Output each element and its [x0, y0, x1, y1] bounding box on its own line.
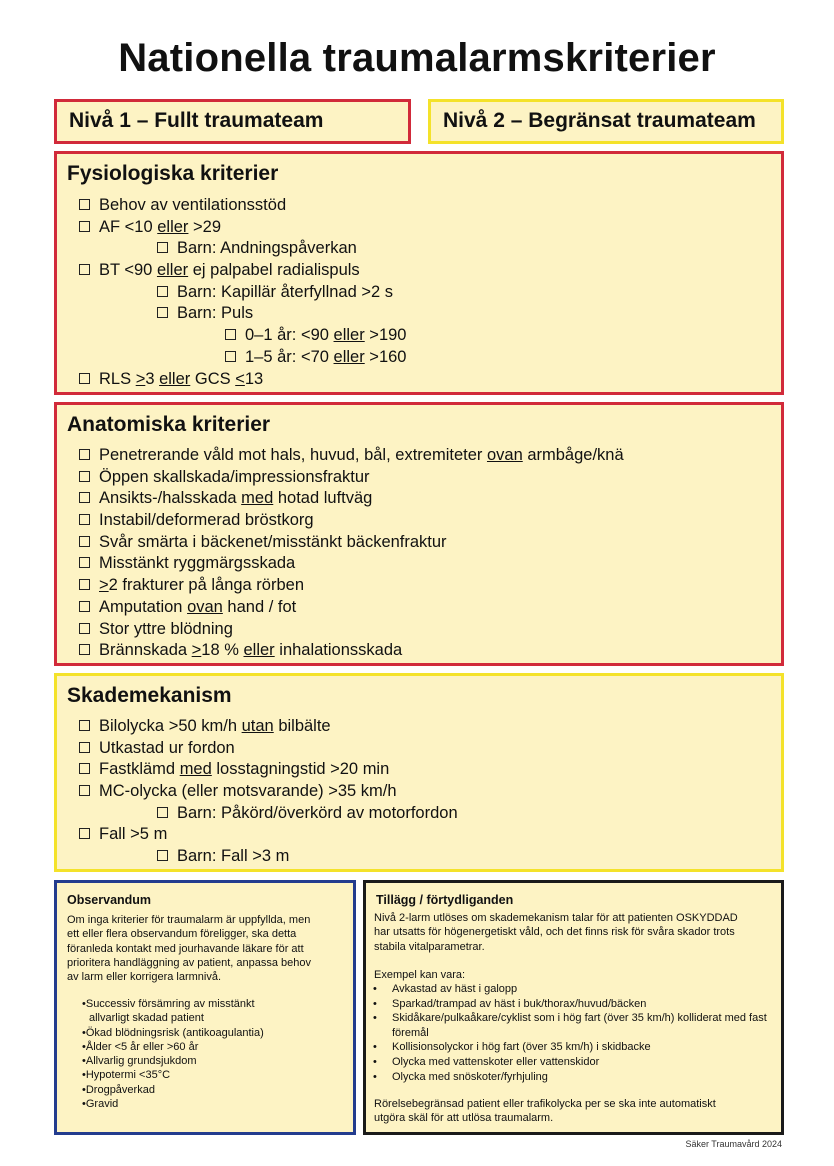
criterion-item [79, 195, 406, 217]
checkbox[interactable] [79, 199, 90, 210]
criterion-text: Fall >5 m [99, 825, 168, 844]
criterion-item [79, 369, 406, 391]
criterion-item [79, 640, 624, 662]
criterion-text: Utkastad ur fordon [99, 738, 235, 757]
criterion-emphasis: eller [157, 217, 189, 236]
criterion-item [79, 282, 406, 304]
checkbox[interactable] [79, 785, 90, 796]
criterion-text: inhalationsskada [274, 641, 403, 660]
checkbox[interactable] [79, 601, 90, 612]
criterion-text: losstagningstid >20 min [211, 760, 390, 779]
anatomical-section [54, 402, 784, 666]
physiological-section [54, 151, 784, 395]
checkbox[interactable] [79, 623, 90, 634]
criterion-text: >160 [364, 347, 407, 366]
criterion-emphasis: eller [333, 347, 365, 366]
physiological-list [79, 195, 406, 390]
criterion-item [79, 716, 458, 738]
observandum-line: av larm eller korrigera larmnivå. [67, 971, 222, 984]
criterion-text: 18 % [201, 641, 244, 660]
criterion-text: AF <10 [99, 217, 158, 236]
checkbox[interactable] [79, 579, 90, 590]
checkbox[interactable] [79, 720, 90, 731]
criterion-text: armbåge/knä [522, 446, 624, 464]
example-item: • Sparkad/trampad av häst i buk/thorax/huvud/bäcken [366, 997, 776, 1012]
checkbox[interactable] [79, 373, 90, 384]
criterion-text: >29 [188, 217, 222, 236]
observandum-item: •Ålder <5 år eller >60 år [82, 1040, 199, 1053]
addition-note-line: utgöra skäl för att utlösa traumalarm. [374, 1112, 554, 1125]
observandum-item: •Drogpåverkad [82, 1083, 155, 1096]
observandum-box [54, 880, 356, 1135]
addition-line: stabila vitalparametrar. [374, 940, 485, 953]
criterion-item [79, 846, 458, 868]
criterion-text: GCS [190, 369, 236, 388]
examples-list [366, 982, 776, 1084]
anatomical-heading: Anatomiska kriterier [67, 413, 271, 436]
observandum-item: •Hypotermi <35°C [82, 1069, 171, 1082]
observandum-line: prioritera handläggning av patient, anpassa behov [67, 956, 312, 969]
checkbox[interactable] [157, 850, 168, 861]
observandum-intro [67, 913, 351, 984]
checkbox[interactable] [79, 492, 90, 503]
criterion-item [79, 781, 458, 803]
checkbox[interactable] [79, 536, 90, 547]
criterion-text: bilbälte [273, 717, 331, 735]
checkbox[interactable] [157, 286, 168, 297]
observandum-line: ett eller flera observandum föreligger, ska detta [67, 928, 297, 941]
checkbox[interactable] [79, 221, 90, 232]
criterion-text: Ansikts-/halsskada [99, 489, 242, 508]
criterion-emphasis: eller [243, 641, 275, 660]
checkbox[interactable] [79, 557, 90, 568]
criterion-item [79, 759, 458, 781]
level-1-label: Nivå 1 – Fullt traumateam [69, 109, 324, 132]
addition-line: har utsatts för högenergetiskt våld, och det finns risk för svåra skador trots [374, 926, 735, 939]
level-2-box [428, 99, 784, 144]
addition-line: Nivå 2-larm utlöses om skademekanism talar för att patienten OSKYDDAD [374, 912, 738, 924]
criterion-text: Barn: Fall >3 m [177, 847, 290, 866]
criterion-emphasis: med [179, 760, 212, 779]
criterion-text: ej palpabel radialispuls [188, 261, 360, 280]
example-item: • Olycka med snöskoter/fyrhjuling [366, 1070, 776, 1085]
criterion-emphasis: eller [333, 326, 365, 345]
criterion-item [79, 803, 458, 825]
criterion-emphasis: > [191, 641, 202, 660]
criterion-emphasis: eller [156, 261, 189, 280]
anatomical-list [79, 445, 624, 662]
example-item: • Kollisionsolyckor i hög fart (över 35 km/h) i skidbacke [366, 1040, 776, 1055]
criterion-item [79, 347, 406, 369]
checkbox[interactable] [157, 807, 168, 818]
criterion-text: 3 [145, 369, 160, 388]
criterion-item [79, 575, 624, 597]
criterion-text: Bilolycka >50 km/h [99, 717, 242, 735]
criterion-emphasis: ovan [486, 446, 523, 464]
criterion-item [79, 445, 624, 467]
criterion-text: 1–5 år: <70 [245, 347, 334, 366]
checkbox[interactable] [225, 329, 236, 340]
criterion-text: Amputation [99, 597, 188, 616]
example-item: • Olycka med vattenskoter eller vattenskidor [366, 1055, 776, 1070]
criterion-text: Fastklämd [99, 760, 180, 779]
criterion-text: Misstänkt ryggmärgsskada [99, 554, 296, 573]
addition-intro [374, 911, 779, 954]
criterion-emphasis: eller [159, 369, 191, 388]
mechanism-heading: Skademekanism [67, 684, 232, 707]
criterion-item [79, 260, 406, 282]
observandum-item: •Ökad blödningsrisk (antikoagulantia) [82, 1026, 264, 1039]
physiological-heading: Fysiologiska kriterier [67, 162, 279, 185]
criterion-text: Behov av ventilationsstöd [99, 196, 287, 214]
criterion-emphasis: > [99, 576, 109, 595]
criterion-item [79, 532, 624, 554]
example-item: • Avkastad av häst i galopp [366, 982, 776, 997]
criterion-item [79, 619, 624, 641]
criterion-text: Barn: Kapillär återfyllnad >2 s [177, 282, 393, 301]
criterion-text: hotad luftväg [273, 489, 373, 508]
criterion-item [79, 553, 624, 575]
observandum-line: Om inga kriterier för traumalarm är uppfyllda, men [67, 914, 311, 926]
criterion-emphasis: > [135, 369, 146, 388]
criterion-item [79, 238, 406, 260]
checkbox[interactable] [157, 307, 168, 318]
criterion-emphasis: ovan [187, 597, 223, 616]
criterion-text: Brännskada [99, 641, 192, 660]
criterion-text: 13 [244, 369, 264, 388]
checkbox[interactable] [79, 514, 90, 525]
criterion-text: >190 [364, 326, 407, 345]
observandum-item: •Successiv försämring av misstänkt allvarligt skadad patient [82, 998, 255, 1025]
checkbox[interactable] [79, 742, 90, 753]
addition-note [374, 1097, 779, 1126]
observandum-list [67, 997, 277, 1111]
criterion-item [79, 824, 458, 846]
criterion-item [79, 467, 624, 489]
observandum-line: föranleda kontakt med jourhavande läkare för att [67, 942, 304, 955]
mechanism-list [79, 716, 458, 868]
mechanism-section [54, 673, 784, 872]
examples-label: Exempel kan vara: [374, 969, 466, 981]
criterion-text: Barn: Påkörd/överkörd av motorfordon [177, 803, 458, 822]
checkbox[interactable] [225, 351, 236, 362]
criterion-item [79, 597, 624, 619]
criterion-item [79, 217, 406, 239]
criterion-item [79, 510, 624, 532]
level-2-label: Nivå 2 – Begränsat traumateam [443, 109, 756, 132]
criterion-text: Barn: Andningspåverkan [177, 239, 357, 258]
criterion-emphasis: utan [241, 717, 274, 735]
checkbox[interactable] [79, 264, 90, 275]
checkbox[interactable] [79, 471, 90, 482]
criterion-item [79, 488, 624, 510]
criterion-text: MC-olycka (eller motsvarande) >35 km/h [99, 782, 397, 801]
criterion-text: 2 frakturer på långa rörben [108, 576, 305, 595]
checkbox[interactable] [79, 828, 90, 839]
observandum-item: •Allvarlig grundsjukdom [82, 1055, 197, 1068]
criterion-item [79, 303, 406, 325]
criterion-emphasis: < [235, 369, 245, 388]
page-title: Nationella traumalarmskriterier [118, 36, 716, 80]
checkbox[interactable] [157, 242, 168, 253]
checkbox[interactable] [79, 763, 90, 774]
criterion-text: Öppen skallskada/impressionsfraktur [99, 467, 370, 486]
criterion-item [79, 738, 458, 760]
criterion-item [79, 325, 406, 347]
checkbox[interactable] [79, 449, 90, 460]
observandum-heading: Observandum [67, 893, 152, 907]
example-item: • Skidåkare/pulkaåkare/cyklist som i hög fart (över 35 km/h) kolliderat med fast föremål [366, 1011, 776, 1040]
criterion-text: RLS [99, 369, 136, 388]
criterion-emphasis: med [241, 489, 274, 508]
addition-note-line: Rörelsebegränsad patient eller trafikolycka per se ska inte automatiskt [374, 1098, 716, 1110]
criterion-text: Svår smärta i bäckenet/misstänkt bäckenfraktur [99, 532, 447, 551]
addition-box [363, 880, 784, 1135]
criterion-text: hand / fot [222, 597, 297, 616]
level-1-box [54, 99, 411, 144]
criterion-text: Instabil/deformerad bröstkorg [99, 511, 314, 530]
criterion-text: Penetrerande våld mot hals, huvud, bål, extremiteter [99, 446, 487, 464]
checkbox[interactable] [79, 644, 90, 655]
criterion-text: BT <90 [99, 261, 157, 280]
addition-heading: Tillägg / förtydliganden [376, 893, 514, 907]
criterion-text: Stor yttre blödning [99, 619, 233, 638]
observandum-item: •Gravid [82, 1098, 119, 1111]
criterion-text: 0–1 år: <90 [245, 326, 334, 345]
footer-credit: Säker Traumavård 2024 [685, 1139, 782, 1149]
criterion-text: Barn: Puls [177, 304, 254, 323]
